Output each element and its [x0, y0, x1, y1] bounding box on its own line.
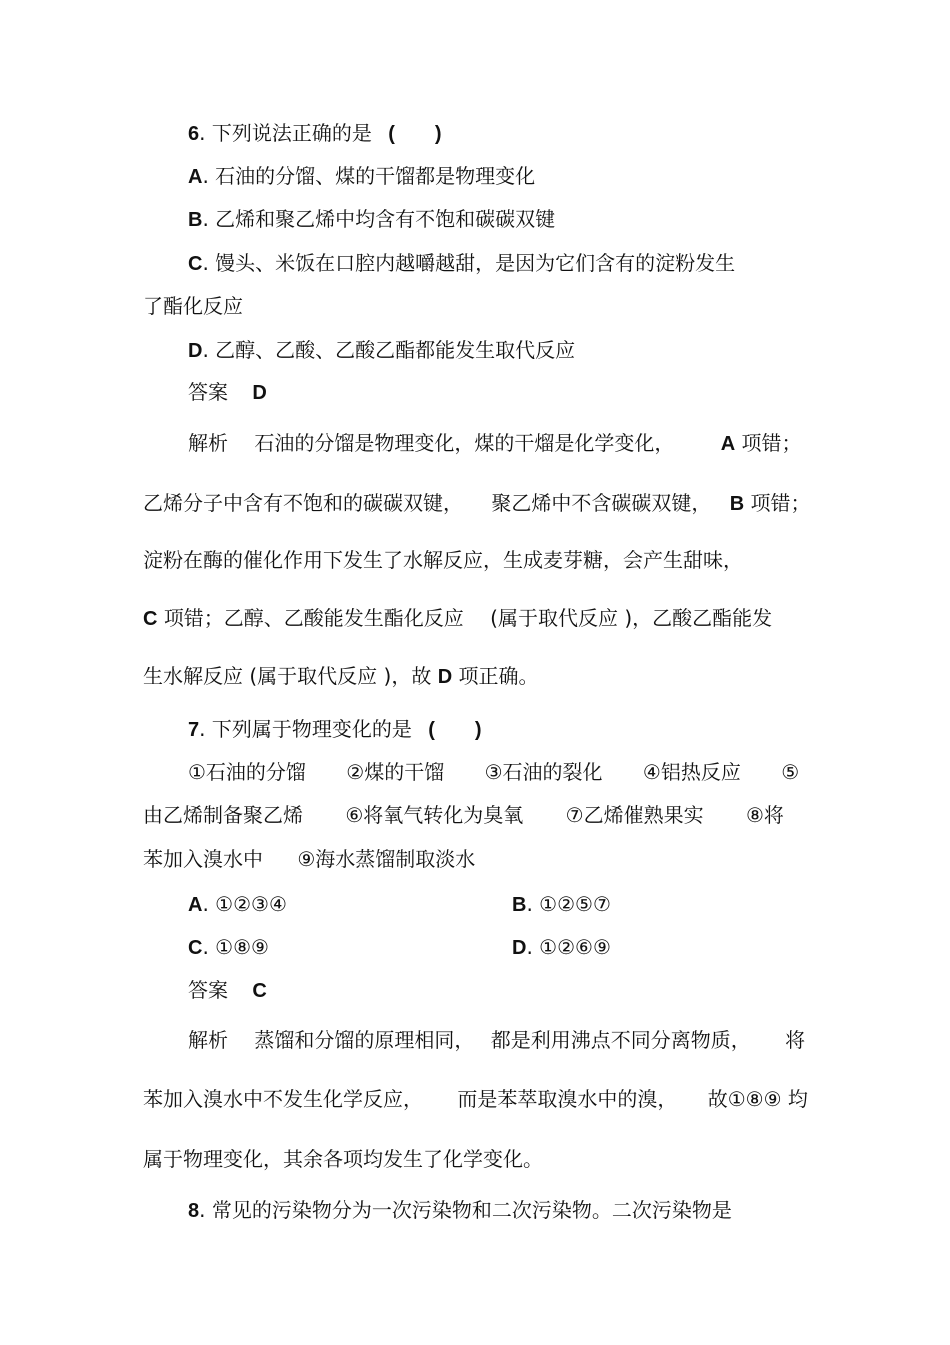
q7-analysis-line-3: 属于物理变化，其余各项均发生了化学变化。: [143, 1147, 543, 1171]
q6-option-b-text: 乙烯和聚乙烯中均含有不饱和碳碳双键: [215, 207, 556, 231]
q7-answer-label: 答案: [188, 978, 228, 1002]
q7-analysis-line-1: 解析 蒸馏和分馏的原理相同， 都是利用沸点不同分离物质， 将: [188, 1028, 806, 1052]
q6-option-c-cont: [143, 292, 243, 320]
q8-stem: 常见的污染物分为一次污染物和二次污染物。二次污染物是: [211, 1198, 732, 1222]
q7-answer: [188, 976, 267, 1005]
q6-answer: [188, 378, 267, 407]
q6-answer-value: D: [252, 382, 267, 404]
q7-stem-line: 7. 下列属于物理变化的是 ( ): [188, 717, 482, 741]
q7-answer-value: C: [252, 980, 267, 1002]
q6-option-a: A. 石油的分馏、煤的干馏都是物理变化: [188, 164, 536, 188]
q7-option-d: D. ①②⑥⑨: [512, 935, 611, 959]
q6-analysis-line-1: 解析 石油的分馏是物理变化，煤的干熘是化学变化， A 项错；: [188, 431, 802, 455]
q6-analysis-line-4: C 项错；乙醇、乙酸能发生酯化反应 (属于取代反应 )，乙酸乙酯能发: [143, 606, 773, 630]
q6-option-c-text: 馒头、米饭在口腔内越嚼越甜，是因为它们含有的淀粉发生: [215, 251, 736, 275]
q6-answer-label: 答案: [188, 380, 228, 404]
q6-option-c: C. 馒头、米饭在口腔内越嚼越甜，是因为它们含有的淀粉发生: [188, 251, 736, 275]
q6-analysis-line-2: 乙烯分子中含有不饱和的碳碳双键， 聚乙烯中不含碳碳双键， B 项错；: [143, 491, 811, 515]
q7-analysis-line-2: 苯加入溴水中不发生化学反应， 而是苯萃取溴水中的溴， 故①⑧⑨ 均: [143, 1087, 808, 1111]
q7-bracket: ( ): [428, 719, 482, 741]
q6-option-b: B. 乙烯和聚乙烯中均含有不饱和碳碳双键: [188, 207, 556, 231]
q6-analysis-line-3: 淀粉在酶的催化作用下发生了水解反应，生成麦芽糖，会产生甜味，: [143, 548, 743, 572]
q7-option-b: B. ①②⑤⑦: [512, 892, 611, 916]
q6-option-d: D. 乙醇、乙酸、乙酸乙酯都能发生取代反应: [188, 338, 576, 362]
q8-number: 8: [188, 1200, 200, 1222]
q7-analysis-label: 解析: [188, 1028, 228, 1052]
q7-items-line-1: ①石油的分馏 ②煤的干馏 ③石油的裂化 ④铝热反应 ⑤: [188, 760, 800, 784]
q6-analysis-label: 解析: [188, 431, 228, 455]
q7-stem: 下列属于物理变化的是: [211, 717, 412, 741]
q6-option-a-text: 石油的分馏、煤的干馏都是物理变化: [215, 164, 536, 188]
q7-option-a: A. ①②③④: [188, 892, 287, 916]
q6-stem-line: 6. 下列说法正确的是 ( ): [188, 121, 442, 145]
q7-items-line-2: 由乙烯制备聚乙烯 ⑥将氧气转化为臭氧 ⑦乙烯催熟果实 ⑧将: [143, 803, 784, 827]
q6-bracket: ( ): [388, 123, 442, 145]
q6-option-c-text-2: 了酯化反应: [143, 294, 243, 318]
q6-option-d-text: 乙醇、乙酸、乙酸乙酯都能发生取代反应: [215, 338, 576, 362]
q8-stem-line: 8. 常见的污染物分为一次污染物和二次污染物。二次污染物是: [188, 1198, 732, 1222]
q7-option-c: C. ①⑧⑨: [188, 935, 269, 959]
q6-number: 6: [188, 123, 200, 145]
q6-analysis-line-5: 生水解反应 (属于取代反应 )，故 D 项正确。: [143, 664, 539, 688]
q7-number: 7: [188, 719, 200, 741]
q6-stem: 下列说法正确的是: [211, 121, 372, 145]
q7-items-line-3: 苯加入溴水中 ⑨海水蒸馏制取淡水: [143, 847, 476, 871]
